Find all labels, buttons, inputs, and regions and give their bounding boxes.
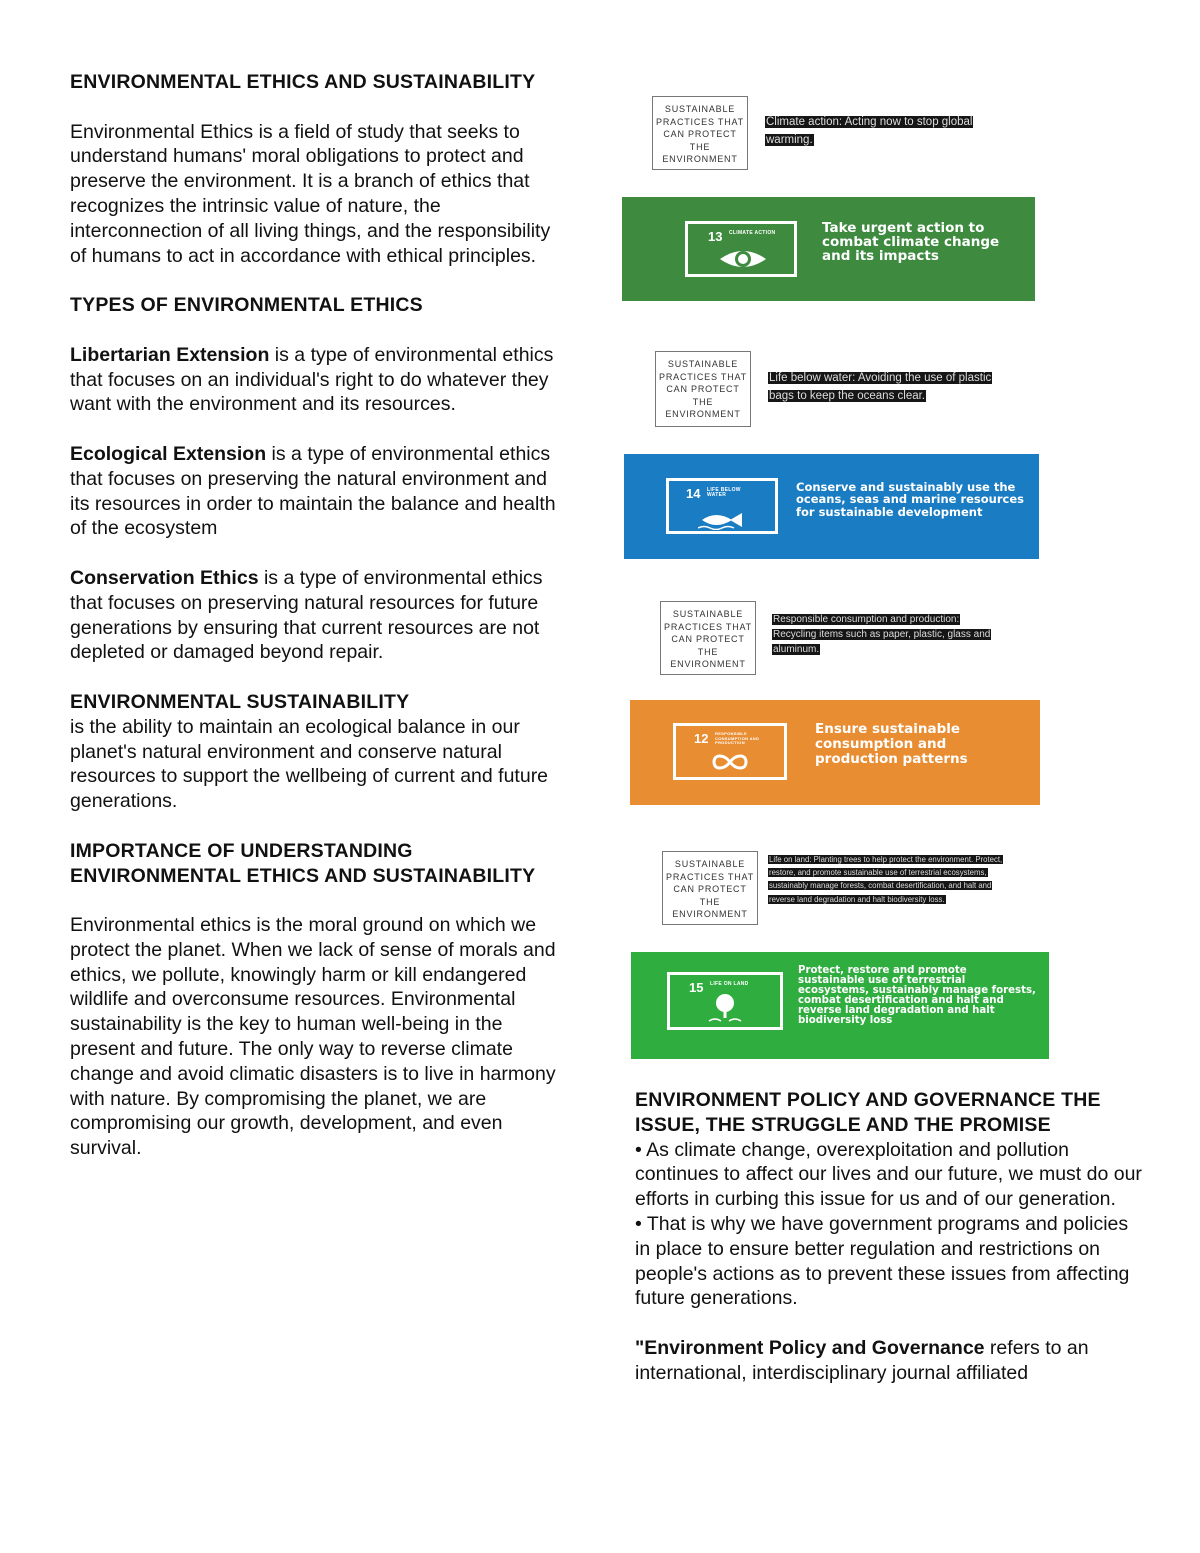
document-title: ENVIRONMENTAL ETHICS AND SUSTAINABILITY [70, 71, 536, 93]
sdg-banner-text: Conserve and sustainably use the oceans, seas and marine resources for sustainable development [796, 480, 1025, 519]
sdg-banner-text: Ensure sustainable consumption and production patterns [815, 721, 968, 767]
sdg-note: Life on land: Planting trees to help protect the environment. Protect, restore, and promote sustainable use of terrestrial ecosystems, sustainably manage forests, combat desertification, and halt and reverse land degradation and halt biodiversity loss. [769, 855, 1003, 904]
policy-definition-text: refers to an international, interdisciplinary journal affiliated [635, 1336, 1089, 1384]
type-conservation [70, 566, 570, 665]
sdg-note: Climate action: Acting now to stop global warming. [766, 116, 973, 146]
right-column-text [635, 1088, 1145, 1386]
sdg-note: Responsible consumption and production: Recycling items such as paper, plastic, glass and aluminum. [773, 614, 991, 655]
sustainable-practices-tile: SUSTAINABLE PRACTICES THAT CAN PROTECT THE ENVIRONMENT [652, 96, 748, 170]
sdg-mini-label: RESPONSIBLE CONSUMPTION AND PRODUCTION [715, 731, 760, 745]
policy-term: "Environment Policy and Governance [635, 1336, 985, 1359]
type-ecological [70, 442, 570, 541]
sdg-number: 15 [689, 980, 704, 995]
type-desc: is a type of environmental ethics that focuses on an individual's right to do whatever they want with the environment and its resources. [70, 343, 554, 416]
types-heading: TYPES OF ENVIRONMENTAL ETHICS [70, 294, 423, 317]
sdg-banner-text: Take urgent action to combat climate change and its impacts [822, 220, 1000, 264]
policy-definition [635, 1336, 1145, 1386]
sdg-13-banner [622, 197, 1035, 301]
eye-globe-icon [718, 247, 768, 271]
left-column [70, 70, 570, 1161]
sdg-mini-label: CLIMATE ACTION [729, 230, 776, 236]
infinity-icon [710, 752, 750, 772]
type-term: Ecological Extension [70, 442, 267, 465]
fish-icon [698, 510, 744, 530]
sustainability-heading: ENVIRONMENTAL SUSTAINABILITY [70, 690, 410, 713]
importance-heading: IMPORTANCE OF UNDERSTANDING ENVIRONMENTAL ETHICS AND SUSTAINABILITY [70, 839, 536, 887]
type-libertarian [70, 343, 570, 417]
sdg-number: 14 [686, 486, 701, 501]
sustainable-practices-tile: SUSTAINABLE PRACTICES THAT CAN PROTECT THE ENVIRONMENT [662, 851, 758, 925]
sdg-15-banner [631, 952, 1049, 1059]
sustainability-paragraph: is the ability to maintain an ecological balance in our planet's natural environment and conserve natural resources to support the wellbeing of current and future generations. [70, 715, 549, 813]
type-term: Conservation Ethics [70, 566, 259, 589]
type-term: Libertarian Extension [70, 343, 270, 366]
sdg-number: 12 [694, 731, 709, 746]
sdg-mini-label: LIFE ON LAND [710, 981, 749, 987]
sustainable-practices-tile: SUSTAINABLE PRACTICES THAT CAN PROTECT THE ENVIRONMENT [655, 351, 751, 427]
sdg-banner-text: Protect, restore and promote sustainable use of terrestrial ecosystems, sustainably manage forests, combat desertification and halt and reverse land degradation and halt biodiversity loss [798, 965, 1036, 1027]
sdg-14-banner [624, 454, 1039, 559]
tree-icon [707, 992, 743, 1024]
type-desc: is a type of environmental ethics that focuses on preserving natural resources for future generations by ensuring that current resources are not depleted or damaged beyond repair. [70, 566, 543, 664]
sdg-mini-label: LIFE BELOW WATER [707, 487, 741, 498]
sdg-note: Life below water: Avoiding the use of plastic bags to keep the oceans clear. [769, 372, 992, 402]
intro-paragraph: Environmental Ethics is a field of study that seeks to understand humans' moral obligations to protect and preserve the environment. It is a branch of ethics that recognizes the intrinsic value of nature, the interconnection of all living things, and the responsibility of humans to act in accordance with ethical principles. [70, 120, 551, 267]
policy-bullet-1: • As climate change, overexploitation and pollution continues to affect our lives and our future, we must do our efforts in curbing this issue for us and of our generation. [635, 1138, 1142, 1211]
type-desc: is a type of environmental ethics that focuses on preserving the natural environment and its resources in order to maintain the balance and health of the ecosystem [70, 442, 556, 540]
policy-heading: ENVIRONMENT POLICY AND GOVERNANCE THE ISSUE, THE STRUGGLE AND THE PROMISE [635, 1089, 1101, 1136]
sdg-number: 13 [708, 229, 723, 244]
sdg-12-banner [630, 700, 1040, 805]
importance-paragraph: Environmental ethics is the moral ground on which we protect the planet. When we lack of sense of morals and ethics, we pollute, knowingly harm or kill endangered wildlife and overconsume resources. Environmental sustainability is the key to human well-being in the present and future. The only way to reverse climate change and avoid climatic disasters is to live in harmony with nature. By compromising the planet, we are compromising our growth, development, and even survival. [70, 914, 556, 1160]
sustainable-practices-tile: SUSTAINABLE PRACTICES THAT CAN PROTECT THE ENVIRONMENT [660, 601, 756, 675]
policy-bullet-2: • That is why we have government programs and policies in place to ensure better regulation and restrictions on people's actions as to prevent these issues from affecting future generations. [635, 1212, 1130, 1310]
